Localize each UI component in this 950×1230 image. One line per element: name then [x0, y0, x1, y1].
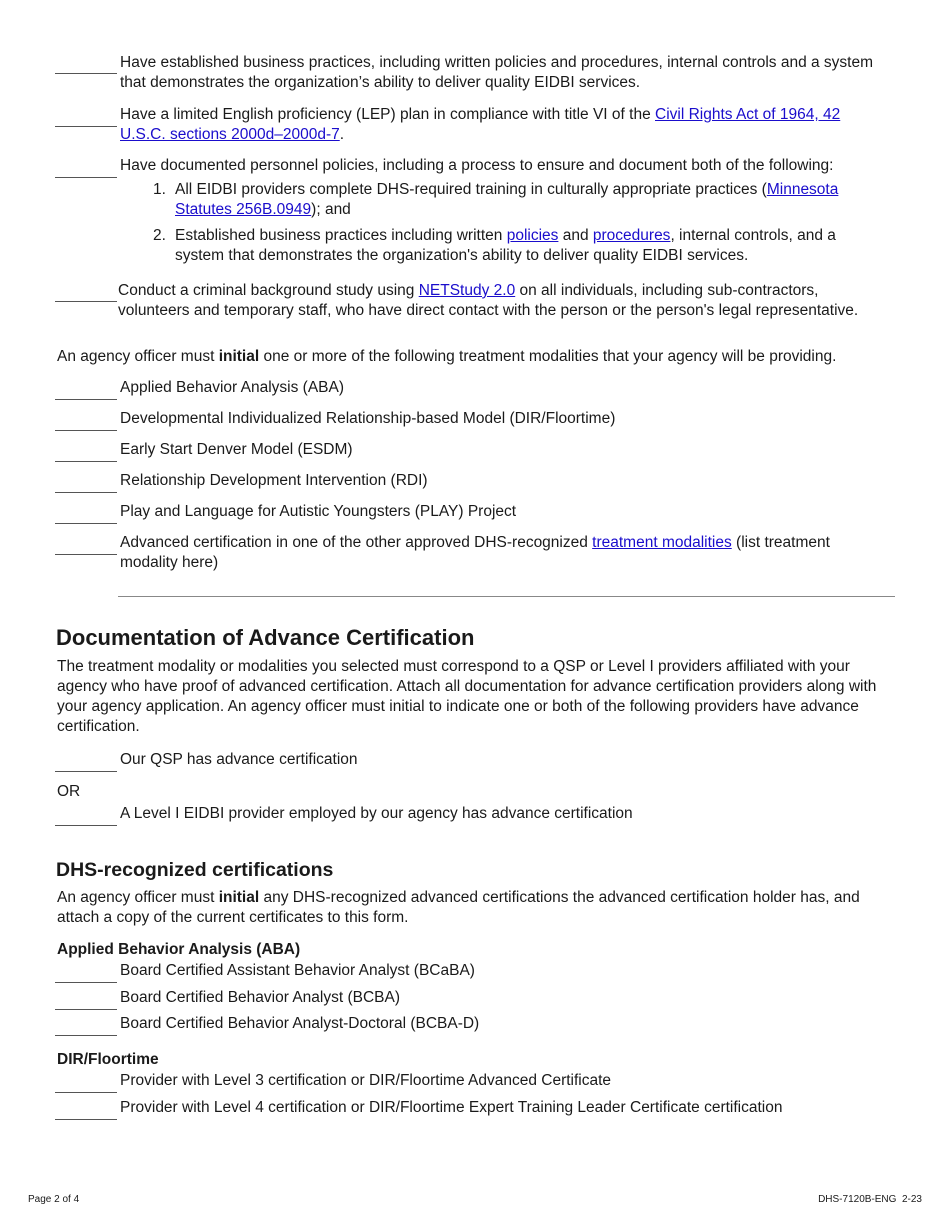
section-heading: Documentation of Advance Certification [56, 625, 475, 650]
modality-item: Play and Language for Autistic Youngsters (PLAY) Project [120, 503, 517, 520]
treatment-modalities-link[interactable]: treatment modalities [592, 534, 732, 551]
modality-write-in-line[interactable] [118, 596, 895, 597]
initial-blank[interactable] [55, 825, 117, 826]
section-paragraph: The treatment modality or modalities you selected must correspond to a QSP or Level I providers affiliated with your agency who have proof of advanced certification. Attach all documentation for advance certification providers along with your agency application. An agency officer must initial to indicate one or both of the following providers have advance certification. [57, 658, 877, 735]
level1-certification-item: A Level I EIDBI provider employed by our agency has advance certification [120, 805, 633, 822]
netstudy-link[interactable]: NETStudy 2.0 [418, 282, 516, 299]
initial-blank[interactable] [55, 771, 117, 772]
modality-item: Relationship Development Intervention (RDI) [120, 472, 428, 489]
advanced-certification-item: Advanced certification in one of the other approved DHS-recognized treatment modalities (list treatment modality here) [120, 534, 830, 571]
sublist-number: 1. [153, 181, 166, 198]
minnesota-statutes-link[interactable]: Minnesota Statutes 256B.0949 [175, 181, 839, 218]
list-item: Have established business practices, including written policies and procedures, internal controls and a system that demonstrates the organization’s ability to deliver quality EIDBI services. [120, 54, 874, 91]
initial-blank[interactable] [55, 492, 117, 493]
list-item: Conduct a criminal background study using NETStudy 2.0 on all individuals, including sub-contractors, volunteers and temporary staff, who have direct contact with the person or the person's legal representative. [118, 282, 859, 319]
modality-item: Developmental Individualized Relationship-based Model (DIR/Floortime) [120, 410, 616, 427]
subsection-heading: Applied Behavior Analysis (ABA) [57, 941, 301, 958]
modality-item: Applied Behavior Analysis (ABA) [120, 379, 345, 396]
initial-blank[interactable] [55, 301, 117, 302]
modality-item: Early Start Denver Model (ESDM) [120, 441, 353, 458]
initial-blank[interactable] [55, 430, 117, 431]
initial-blank[interactable] [55, 177, 117, 178]
initial-blank[interactable] [55, 982, 117, 983]
certification-item: Board Certified Behavior Analyst (BCBA) [120, 989, 400, 1006]
sublist-item: Established business practices including written policies and procedures, internal controls, and a system that demonstrates the organization's ability to deliver quality EIDBI services. [175, 227, 836, 264]
civil-rights-act-link[interactable]: Civil Rights Act of 1964, 42 U.S.C. sections 2000d–2000d-7 [120, 106, 841, 143]
sublist-number: 2. [153, 227, 166, 244]
initial-blank[interactable] [55, 554, 117, 555]
form-number: DHS-7120B-ENG 2-23 [818, 1194, 922, 1205]
initial-blank[interactable] [55, 1035, 117, 1036]
or-label: OR [57, 783, 81, 800]
list-item: Have documented personnel policies, including a process to ensure and document both of the following: [120, 157, 834, 174]
page-number: Page 2 of 4 [28, 1194, 80, 1205]
certification-item: Board Certified Behavior Analyst-Doctoral (BCBA-D) [120, 1015, 480, 1032]
certification-item: Provider with Level 3 certification or DIR/Floortime Advanced Certificate [120, 1072, 612, 1089]
initial-blank[interactable] [55, 461, 117, 462]
modalities-intro: An agency officer must initial one or more of the following treatment modalities that your agency will be providing. [57, 348, 837, 365]
initial-blank[interactable] [55, 73, 117, 74]
subsection-heading: DIR/Floortime [57, 1051, 159, 1068]
procedures-link[interactable]: procedures [592, 227, 671, 244]
list-item: Have a limited English proficiency (LEP) plan in compliance with title VI of the Civil Rights Act of 1964, 42 U.S.C. sections 2000d–2000d-7. [120, 106, 841, 143]
qsp-certification-item: Our QSP has advance certification [120, 751, 358, 768]
initial-blank[interactable] [55, 1092, 117, 1093]
certification-item: Board Certified Assistant Behavior Analyst (BCaBA) [120, 962, 475, 979]
initial-blank[interactable] [55, 1009, 117, 1010]
initial-blank[interactable] [55, 1119, 117, 1120]
initial-blank[interactable] [55, 126, 117, 127]
policies-link[interactable]: policies [506, 227, 559, 244]
initial-blank[interactable] [55, 399, 117, 400]
initial-blank[interactable] [55, 523, 117, 524]
section-heading: DHS-recognized certifications [56, 859, 334, 881]
sublist-item: All EIDBI providers complete DHS-required training in culturally appropriate practices (Minnesota Statutes 256B.0949); and [175, 181, 839, 218]
section-paragraph: An agency officer must initial any DHS-recognized advanced certifications the advanced certification holder has, and attach a copy of the current certificates to this form. [57, 889, 860, 926]
certification-item: Provider with Level 4 certification or DIR/Floortime Expert Training Leader Certificate certification [120, 1099, 783, 1116]
